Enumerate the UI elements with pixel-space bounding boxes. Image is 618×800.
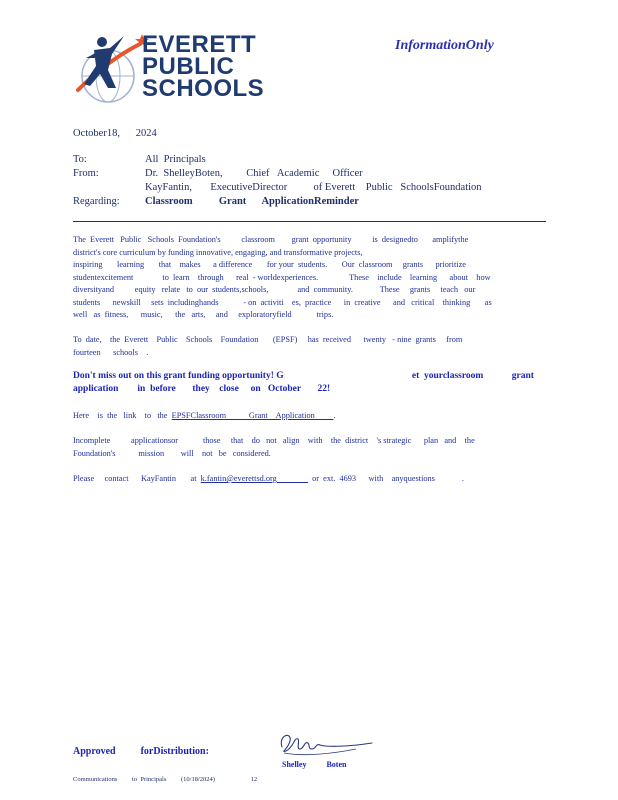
regarding-value: Classroom Grant ApplicationReminder bbox=[145, 196, 359, 207]
logo-wordmark bbox=[142, 31, 265, 102]
text-line: inspiring learning that makes a difference for your students. Our classroom grants prioritize bbox=[73, 260, 466, 269]
grant-application-link[interactable]: EPSFClassroom Grant Application bbox=[171, 411, 334, 420]
text-line: Incomplete applicationsor those that do not align with the district 's strategic plan and the bbox=[73, 436, 475, 445]
text-line: To date, the Everett Public Schools Foundation (EPSF) has received twenty - nine grants from bbox=[73, 335, 463, 344]
text-line: well as fitness, music, the arts, and exploratoryfield trips. bbox=[73, 310, 334, 319]
text-line: studentexcitement to learn through real - worldexperiences. These include learning about how bbox=[73, 272, 491, 282]
text-line: Don't miss out on this grant funding opportunity! G et yourclassroom grant bbox=[73, 371, 534, 381]
paragraph-application-link bbox=[73, 410, 545, 423]
paragraph-incomplete-applications bbox=[73, 435, 545, 460]
from-label: From: bbox=[73, 168, 99, 179]
header-divider bbox=[73, 221, 546, 222]
text-line: district's core curriculum by funding innovative, engaging, and transformative projects, bbox=[73, 247, 363, 257]
paragraph-contact bbox=[73, 473, 545, 486]
text-line: The Everett Public Schools Foundation's classroom grant opportunity is designedto amplifythe bbox=[73, 235, 469, 244]
logo-line-3: SCHOOLS bbox=[142, 75, 265, 102]
approved-for-distribution-label: Approved forDistribution: bbox=[73, 746, 209, 757]
regarding-label: Regarding: bbox=[73, 196, 120, 207]
from-value-2: KayFantin, ExecutiveDirector of Everett Public SchoolsFoundation bbox=[145, 182, 482, 193]
text-line: Foundation's mission will not be considered. bbox=[73, 448, 271, 458]
link-suffix: . bbox=[333, 411, 336, 420]
text-line: students newskill sets includinghands - on activiti es, practice in creative and critical thinking as bbox=[73, 297, 492, 307]
text-line: diversityand equity relate to our students,schools, and community. These grants teach our bbox=[73, 285, 476, 294]
text-line: fourteen schools . bbox=[73, 347, 149, 357]
logo-line-1: EVERETT bbox=[142, 31, 257, 58]
memo-date: October18, 2024 bbox=[73, 128, 157, 139]
from-value-1: Dr. ShelleyBoten, Chief Academic Officer bbox=[145, 168, 363, 179]
paragraph-intro bbox=[73, 234, 545, 322]
signer-name: Shelley Boten bbox=[282, 760, 347, 769]
contact-email-link[interactable]: k.fantin@everettsd.org bbox=[200, 474, 308, 483]
to-label: To: bbox=[73, 154, 87, 165]
contact-prefix: Please contact KayFantin at bbox=[73, 474, 201, 483]
logo-line-2: PUBLIC bbox=[142, 53, 235, 80]
to-value: All Principals bbox=[145, 154, 206, 165]
paragraph-grants-received bbox=[73, 334, 545, 359]
link-prefix: Here is the link to the bbox=[73, 411, 172, 420]
information-only-notice: InformationOnly bbox=[395, 38, 494, 53]
signature-image bbox=[276, 727, 376, 759]
page-footer: Communications to Principals (10/18/2024) 12 bbox=[73, 776, 258, 783]
contact-suffix: or ext. 4693 with anyquestions . bbox=[307, 474, 464, 483]
text-line: application in before they close on October 22! bbox=[73, 384, 331, 394]
paragraph-call-to-action bbox=[73, 370, 545, 396]
